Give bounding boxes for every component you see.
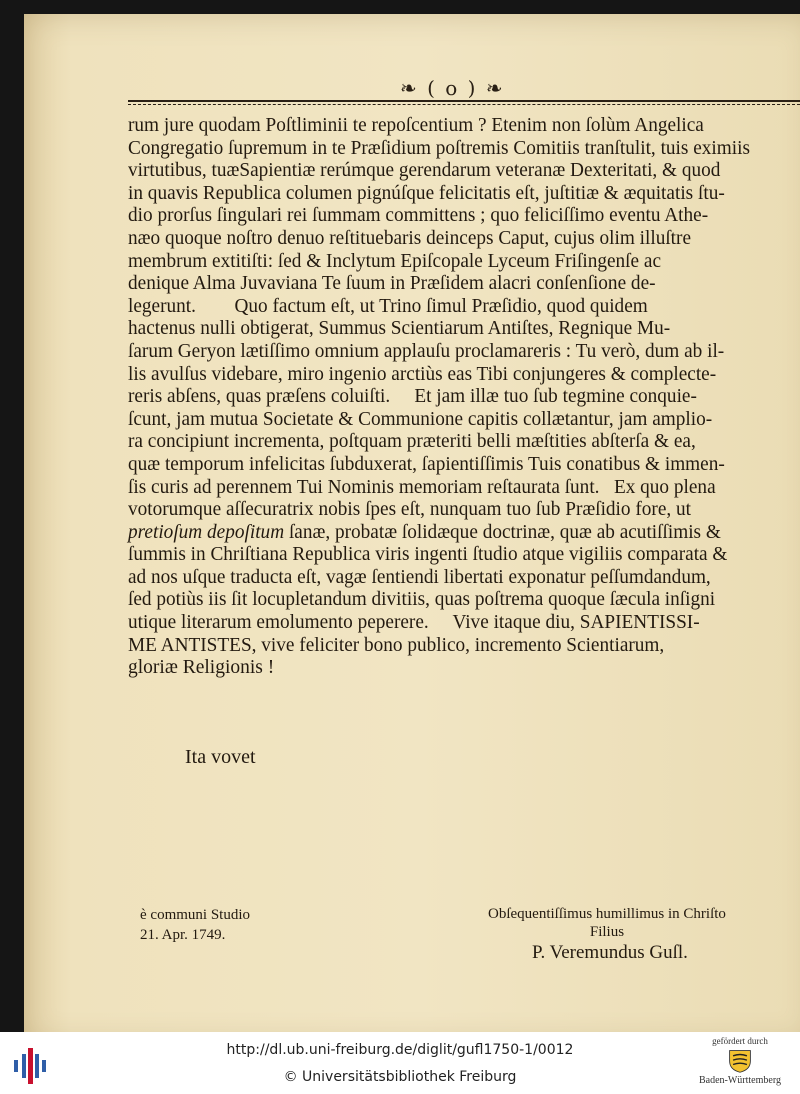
sponsor-logo (690, 1036, 790, 1092)
text-line: Congregatio ſupremum in te Præſidium poſtremis Comitiis tranſtulit, tuis eximiis (128, 137, 750, 159)
text-line: ra concipiunt incrementa, poſtquam præteriti belli mæſtities abſterſa & ea, (128, 431, 696, 453)
italic-phrase: pretioſum depoſitum (128, 521, 285, 543)
text-line: næo quoque noſtro denuo reſtituebaris deinceps Caput, cujus olim illuſtre (128, 227, 692, 249)
copyright-text: © Universitätsbibliothek Freiburg (283, 1069, 517, 1085)
text-line: legerunt. Quo factum eſt, ut Trino ſimul Præſidio, quod quidem (128, 295, 648, 317)
text-line: ME ANTISTES, vive feliciter bono publico, incremento Scientiarum, (128, 634, 665, 656)
signature-name: P. Veremundus Guſl. (532, 942, 688, 963)
text-line: lis avulſus videbare, miro ingenio arctiùs eas Tibi conjungeres & complecte- (128, 363, 717, 385)
page-header-ornament: ❧ ( o ) ❧ (400, 76, 505, 100)
left-signature-date: 21. Apr. 1749. (140, 927, 226, 943)
text-line-rest: ſanæ, probatæ ſolidæque doctrinæ, quæ ab acutiſſimis & (284, 521, 721, 543)
left-signature (140, 905, 250, 945)
text-line: ſis curis ad perennem Tui Nominis memoriam reſtaurata ſunt. Ex quo plena (128, 476, 716, 498)
text-line: virtutibus, tuæSapientiæ rerúmque gerendarum veteranæ Dexteritati, & quod (128, 160, 721, 182)
text-line: reris abſens, quas præſens coluiſti. Et jam illæ tuo ſub tegmine conquie- (128, 386, 697, 408)
text-line-italic-start (128, 522, 800, 545)
text-line: in quavis Republica columen pignúſque felicitatis eſt, juſtitiæ & æquitatis ſtu- (128, 182, 725, 204)
text-line: ſarum Geryon lætiſſimo omnium applauſu proclamareris : Tu verò, dum ab il- (128, 340, 725, 362)
text-line: denique Alma Juvaviana Te ſuum in Præſidem alacri conſenſione de- (128, 273, 656, 295)
header-rule (128, 100, 800, 102)
viewer-footer (0, 1032, 800, 1094)
text-line: gloriæ Religionis ! (128, 657, 275, 679)
right-signature (488, 905, 726, 941)
header-rule-secondary (128, 104, 800, 105)
text-line: ſed potiùs iis ſit locupletandum divitiis, quas poſtrema quoque ſæcula inſigni (128, 589, 716, 611)
text-line: votorumque aſſecuratrix nobis ſpes eſt, nunquam tuo ſub Præſidio fore, ut (128, 499, 692, 521)
text-line: ſummis in Chriſtiana Republica viris ingenti ſtudio atque vigiliis comparata & (128, 544, 728, 566)
closing-phrase: Ita vovet (185, 746, 256, 768)
body-text (128, 115, 800, 680)
text-line: quæ temporum infelicitas ſubduxerat, ſapientiſſimis Tuis conatibus & immen- (128, 453, 725, 475)
baden-wuerttemberg-shield-icon (727, 1048, 753, 1074)
permalink-url[interactable]: http://dl.ub.uni-freiburg.de/diglit/gufl1750-1/0012 (226, 1042, 574, 1058)
text-line: rum jure quodam Poſtliminii te repoſcentium ? Etenim non ſolùm Angelica (128, 115, 704, 136)
text-line: ſcunt, jam mutua Societate & Communione capitis collætantur, jam amplio- (128, 408, 713, 430)
text-line: hactenus nulli obtigerat, Summus Scientiarum Antiſtes, Regnique Mu- (128, 318, 671, 340)
text-line: ad nos uſque traducta eſt, vagæ ſentiendi libertati exponatur peſſumdandum, (128, 566, 711, 588)
sponsor-name: Baden-Württemberg (698, 1075, 781, 1086)
sponsor-caption: gefördert durch (712, 1036, 768, 1046)
right-signature-line2: Filius (589, 924, 625, 940)
text-line: utique literarum emolumento peperere. Vive itaque diu, SAPIENTISSI- (128, 612, 700, 634)
left-signature-line1: è communi Studio (140, 907, 250, 923)
text-line: dio prorſus ſingulari rei ſummam committens ; quo feliciſſimo eventu Athe- (128, 205, 709, 227)
text-line: membrum extitiſti: ſed & Inclytum Epiſcopale Lyceum Friſingenſe ac (128, 250, 662, 272)
right-signature-line1: Obſequentiſſimus humillimus in Chriſto (488, 906, 726, 922)
